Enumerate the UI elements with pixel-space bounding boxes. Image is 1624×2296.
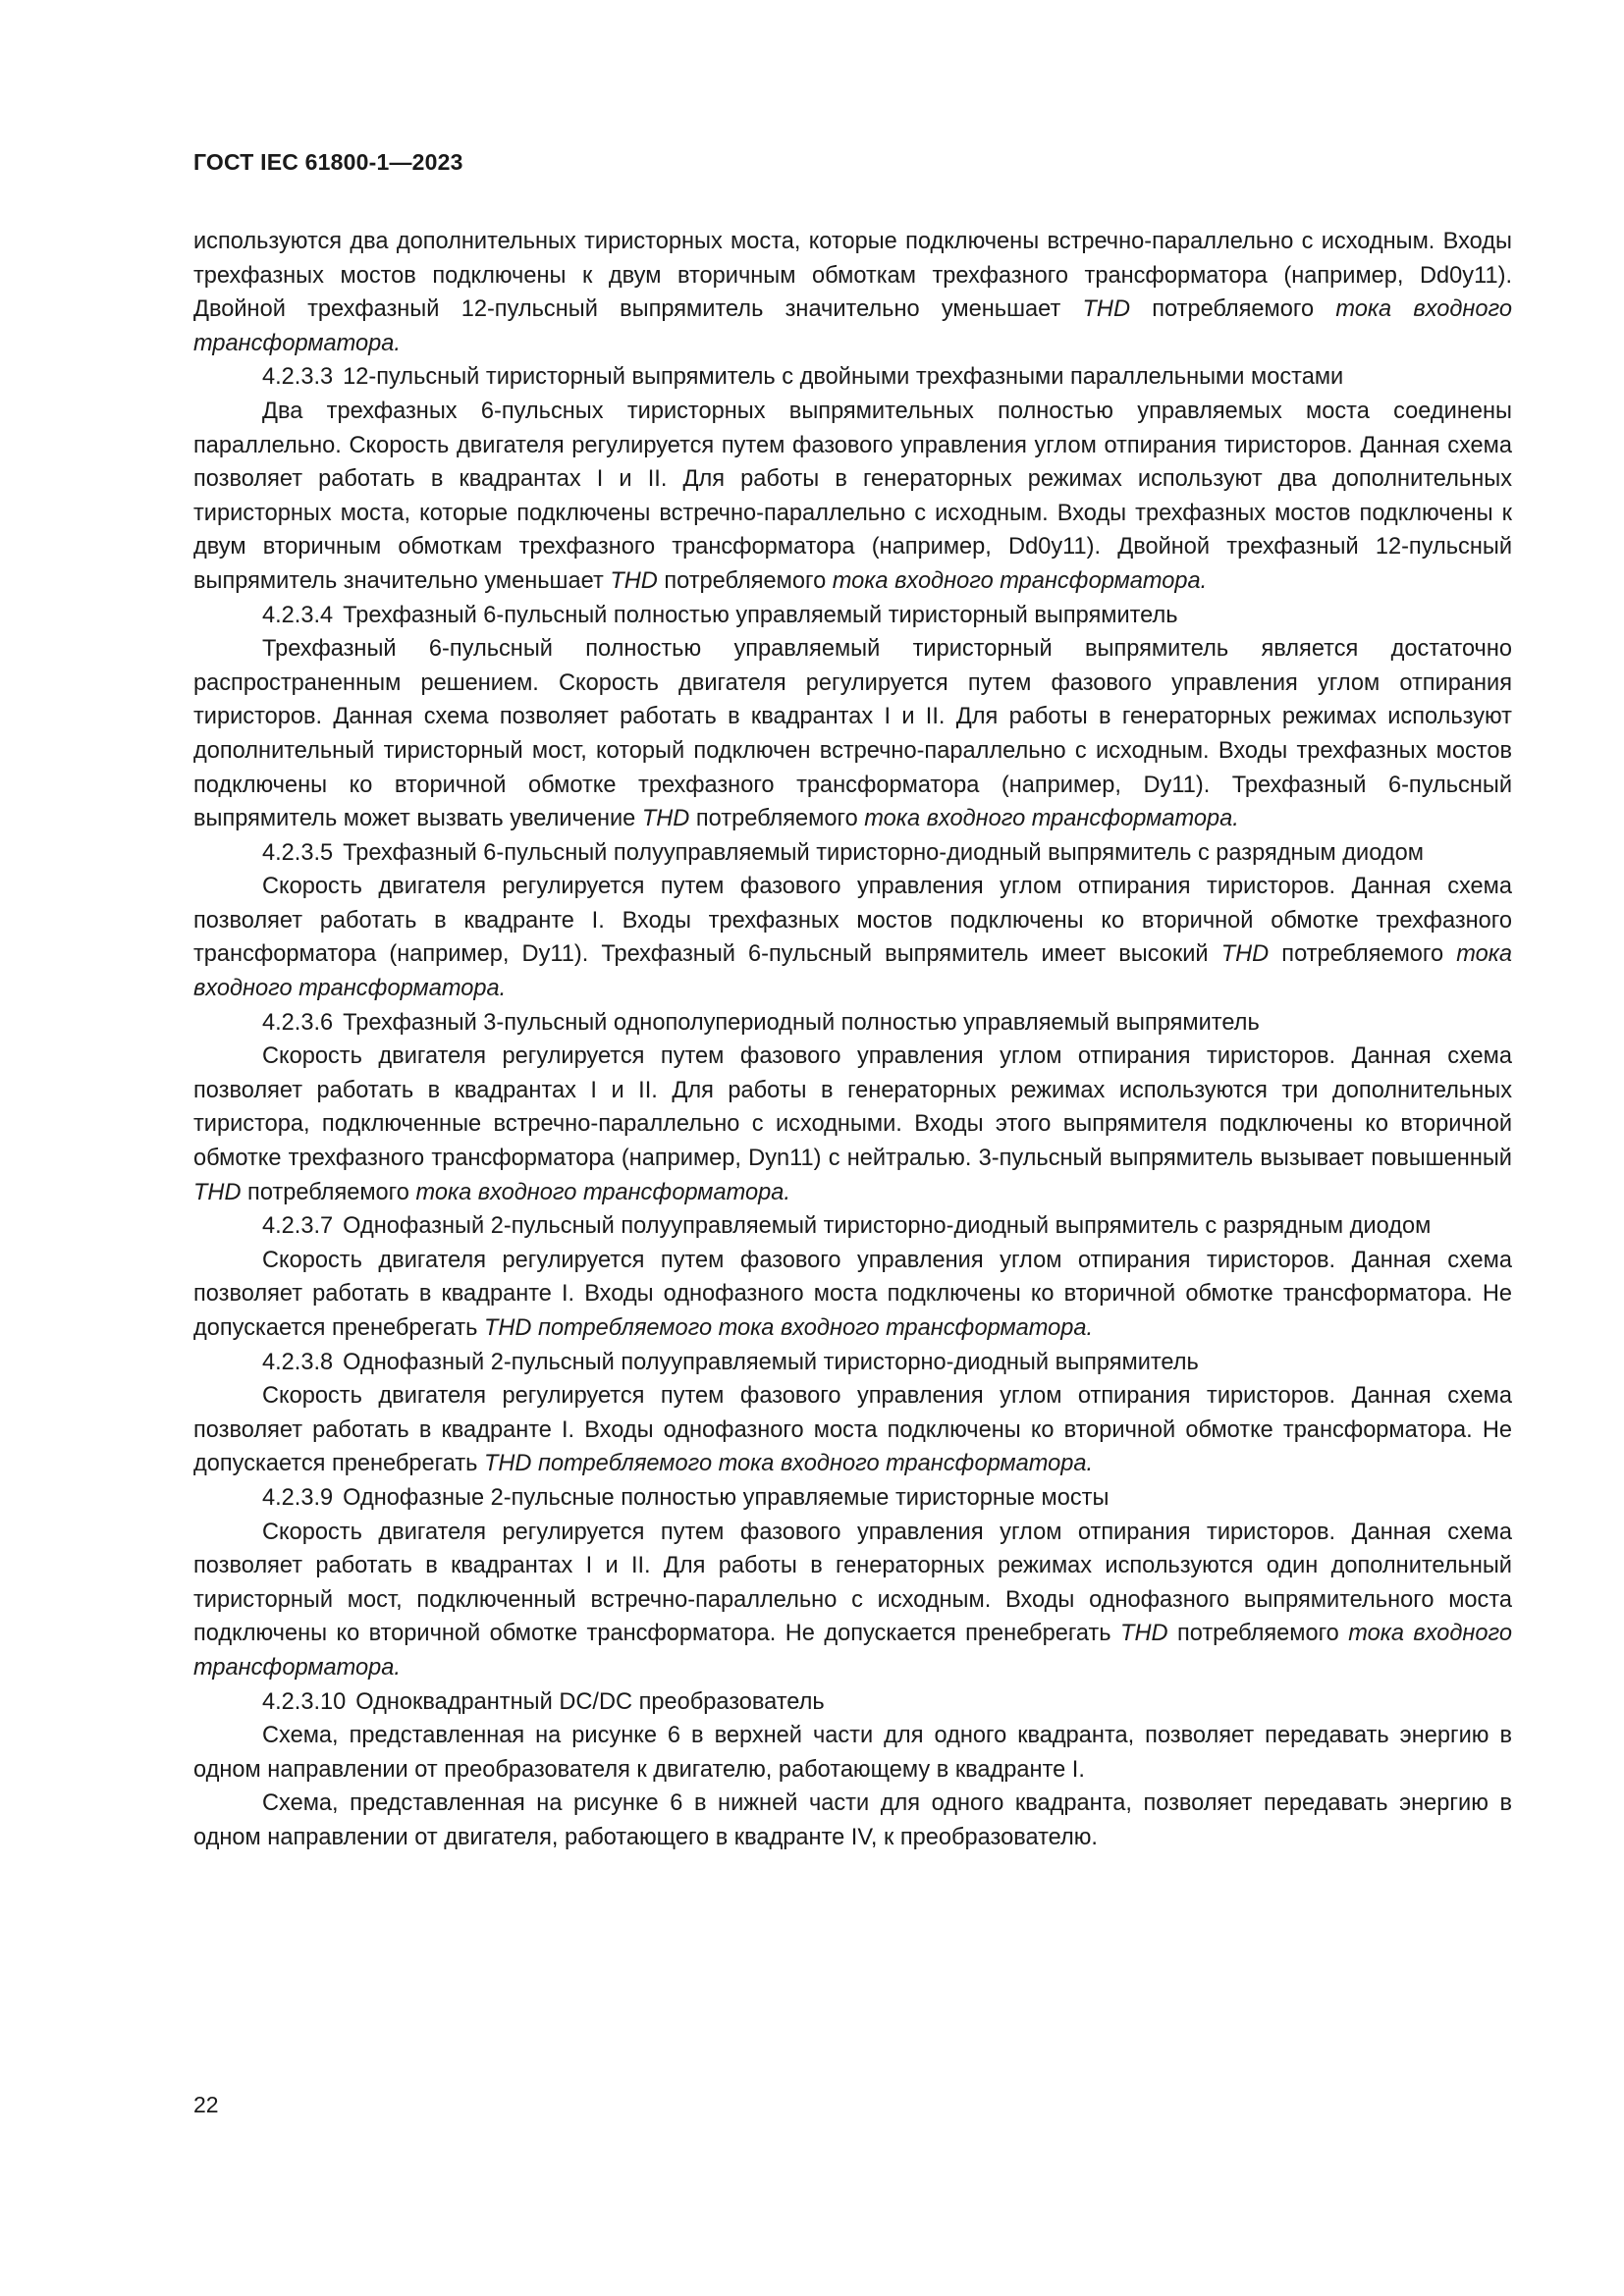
italic-term: THD потребляемого тока входного трансформатора. <box>483 1315 1094 1341</box>
section-heading <box>193 1209 1512 1244</box>
section-heading <box>193 1481 1512 1516</box>
paragraph-text: используются два дополнительных тиристорных моста, которые подключены встречно-параллельно с исходным. Входы трехфазных мостов подключены к двум вторичным обмоткам трехфазного трансформатора (например, Dd0y11). Двойной трехфазный 12-пульсный выпрямитель значительно уменьшает <box>193 229 1512 323</box>
italic-term: тока входного трансформатора. <box>193 941 1512 1002</box>
paragraph-text: Скорость двигателя регулируется путем фазового управления углом отпирания тиристоров. Данная схема позволяет работать в квадранте I. Входы однофазного моста подключены ко вторичной обмотке трансформатора. Не допускается пренебрегать <box>193 1383 1512 1477</box>
page-number: 22 <box>193 2092 219 2117</box>
italic-term: THD <box>1120 1621 1168 1647</box>
section-title: Однофазные 2-пульсные полностью управляемые тиристорные мосты <box>343 1484 1110 1511</box>
paragraph-text: Скорость двигателя регулируется путем фазового управления углом отпирания тиристоров. Данная схема позволяет работать в квадрантах I и II. Для работы в генераторных режимах используются один дополнительный тиристорный мост, подключенный встречно-параллельно с исходным. Входы однофазного выпрямительного моста подключены ко вторичной обмотке трансформатора. Не допускается пренебрегать <box>193 1519 1512 1647</box>
document-header: ГОСТ IEC 61800-1—2023 <box>193 149 463 175</box>
italic-term: THD потребляемого тока входного трансформатора. <box>483 1451 1094 1477</box>
body-paragraph <box>193 1379 1512 1481</box>
section-title: Одноквадрантный DC/DC преобразователь <box>355 1688 825 1715</box>
section-title: Трехфазный 6-пульсный полностью управляемый тиристорный выпрямитель <box>343 602 1178 628</box>
paragraph-text: потребляемого <box>1269 941 1457 968</box>
italic-term: THD <box>1220 941 1270 968</box>
section-number: 4.2.3.3 <box>262 364 334 391</box>
paragraph-text: Скорость двигателя регулируется путем фазового управления углом отпирания тиристоров. Данная схема позволяет работать в квадранте I. Входы трехфазных мостов подключены ко вторичной обмотке трехфазного трансформатора (например, Dy11). Трехфазный 6-пульсный выпрямитель имеет высокий <box>193 874 1512 968</box>
italic-term: тока входного трансформатора. <box>193 296 1512 356</box>
paragraph-text: Схема, представленная на рисунке 6 в верхней части для одного квадранта, позволяет передавать энергию в одном направлении от преобразователя к двигателю, работающему в квадранте I. <box>193 1723 1512 1783</box>
section-title: Однофазный 2-пульсный полууправляемый тиристорно-диодный выпрямитель с разрядным диодом <box>343 1213 1432 1240</box>
italic-term: тока входного трансформатора. <box>415 1179 790 1205</box>
paragraph-text: Трехфазный 6-пульсный полностью управляемый тиристорный выпрямитель является достаточно распространенным решением. Скорость двигателя регулируется путем фазового управления углом отпирания тиристоров. Данная схема позволяет работать в квадрантах I и II. Для работы в генераторных режимах используют дополнительный тиристорный мост, который подключен встречно-параллельно с исходным. Входы трехфазных мостов подключены ко вторичной обмотке трехфазного трансформатора (например, Dy11). Трехфазный 6-пульсный выпрямитель может вызвать увеличение <box>193 636 1512 832</box>
italic-term: тока входного трансформатора. <box>193 1621 1513 1681</box>
body-paragraph <box>193 1516 1512 1685</box>
italic-term: тока входного трансформатора. <box>832 567 1208 594</box>
italic-term: THD <box>1082 296 1131 323</box>
paragraph-text: Скорость двигателя регулируется путем фазового управления углом отпирания тиристоров. Данная схема позволяет работать в квадрантах I и II. Для работы в генераторных режимах используются три дополнительных тиристора, подключенные встречно-параллельно с исходными. Входы этого выпрямителя подключены ко вторичной обмотке трехфазного трансформатора (например, Dyn11) с нейтралью. 3-пульсный выпрямитель вызывает повышенный <box>193 1043 1512 1172</box>
body-paragraph <box>193 1787 1512 1854</box>
section-title: Трехфазный 6-пульсный полууправляемый тиристорно-диодный выпрямитель с разрядным диодом <box>343 839 1424 866</box>
paragraph-text: потребляемого <box>1167 1621 1349 1647</box>
section-heading <box>193 360 1512 395</box>
section-title: Однофазный 2-пульсный полууправляемый тиристорно-диодный выпрямитель <box>343 1349 1199 1375</box>
section-number: 4.2.3.7 <box>262 1213 334 1240</box>
paragraph-text: потребляемого <box>241 1179 416 1205</box>
italic-term: THD <box>641 806 690 832</box>
section-number: 4.2.3.6 <box>262 1009 334 1036</box>
italic-term: THD <box>193 1179 242 1205</box>
section-heading <box>193 1346 1512 1380</box>
body-paragraph <box>193 1040 1512 1209</box>
section-title: 12-пульсный тиристорный выпрямитель с двойными трехфазными параллельными мостами <box>343 364 1344 391</box>
section-heading <box>193 599 1512 633</box>
paragraph-text: Схема, представленная на рисунке 6 в нижней части для одного квадранта, позволяет передавать энергию в одном направлении от двигателя, работающего в квадранте IV, к преобразователю. <box>193 1790 1512 1850</box>
paragraph-text: Два трехфазных 6-пульсных тиристорных выпрямительных полностью управляемых моста соединены параллельно. Скорость двигателя регулируется путем фазового управления углом отпирания тиристоров. Данная схема позволяет работать в квадрантах I и II. Для работы в генераторных режимах используют два дополнительных тиристорных моста, которые подключены встречно-параллельно с исходным. Входы трехфазных мостов подключены к двум вторичным обмоткам трехфазного трансформатора (например, Dd0y11). Двойной трехфазный 12-пульсный выпрямитель значительно уменьшает <box>193 398 1512 594</box>
section-number: 4.2.3.9 <box>262 1484 334 1511</box>
body-paragraph <box>193 632 1512 836</box>
section-title: Трехфазный 3-пульсный однополупериодный полностью управляемый выпрямитель <box>343 1009 1260 1036</box>
section-number: 4.2.3.10 <box>262 1688 347 1715</box>
document-body <box>193 225 1512 1855</box>
body-paragraph <box>193 395 1512 599</box>
section-heading <box>193 836 1512 871</box>
section-heading <box>193 1685 1512 1720</box>
body-paragraph <box>193 870 1512 1005</box>
body-paragraph <box>193 1719 1512 1787</box>
paragraph-text: потребляемого <box>657 567 833 594</box>
section-heading <box>193 1006 1512 1041</box>
section-number: 4.2.3.5 <box>262 839 334 866</box>
section-number: 4.2.3.8 <box>262 1349 334 1375</box>
italic-term: тока входного трансформатора. <box>864 806 1239 832</box>
paragraph-text: Скорость двигателя регулируется путем фазового управления углом отпирания тиристоров. Данная схема позволяет работать в квадранте I. Входы однофазного моста подключены ко вторичной обмотке трансформатора. Не допускается пренебрегать <box>193 1247 1512 1341</box>
section-number: 4.2.3.4 <box>262 602 334 628</box>
paragraph-text: потребляемого <box>1130 296 1336 323</box>
body-paragraph <box>193 225 1512 360</box>
body-paragraph <box>193 1244 1512 1346</box>
paragraph-text: потребляемого <box>689 806 865 832</box>
italic-term: THD <box>610 567 658 594</box>
